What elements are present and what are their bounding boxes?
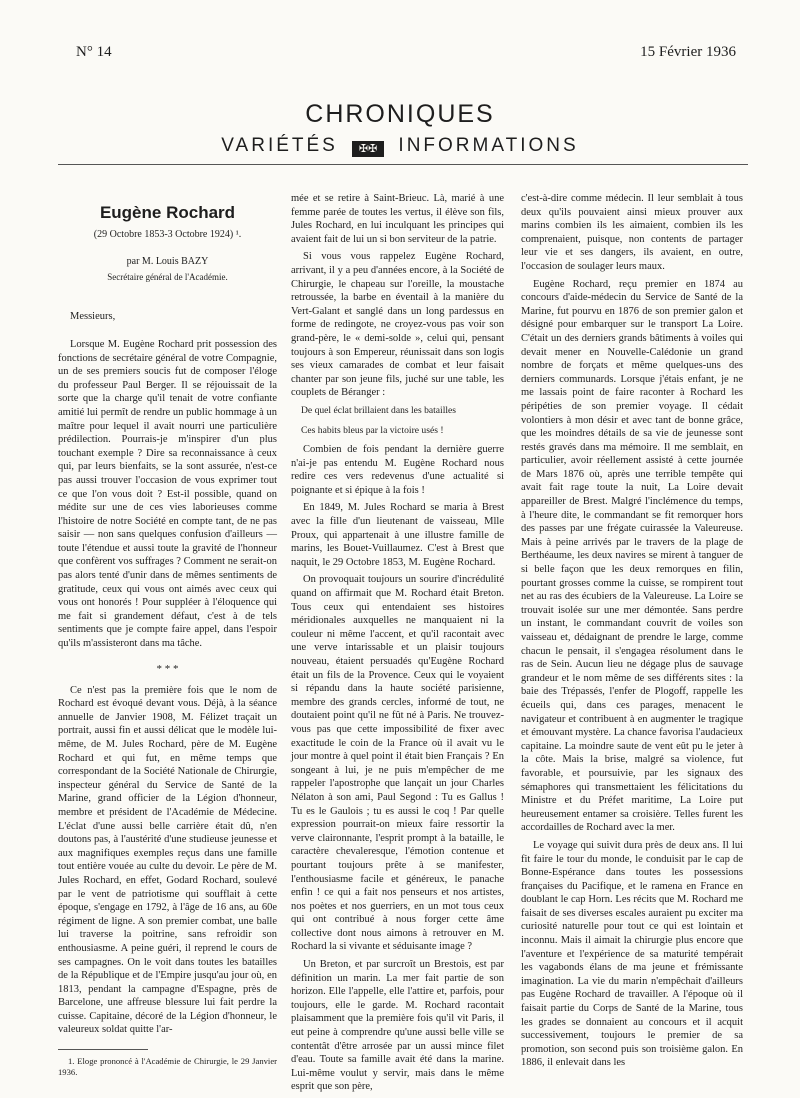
- masthead-rule: [58, 164, 748, 165]
- paragraph: Lorsque M. Eugène Rochard prit possession des fonctions de secrétaire général de votre Compagnie, un de ses premiers soucis fut de composer l'éloge du professeur Paul Berger. Il se réjouissait de la sorte que la charge qu'il tenait de votre confiante amitié lui permît de rendre un public hommage à un maître pour lequel il avait nourri une particulière prédilection. Pourrais-je m'inspirer d'un plus touchant exemple ? Dire sa reconnaissance à ceux qui, par leurs bienfaits, se la sont assurée, n'est-ce pas aussi trouver l'occasion de vous exprimer tout ce que l'on vous doit ? Est-il possible, quand on médite sur une de ces vies laborieuses comme l'histoire de notre Société en compte tant, de ne pas saisir — non sans quelques confusion d'ailleurs — toute l'étendue et aussi toute la gravité de l'honneur que confèrent vos suffrages ? Comment ne serait-on pas alors tenté d'unir dans de mêmes sentiments de gratitude, ceux qui vous ont aimés avec ceux qui vous ont honorés ! Pour suppléer à l'éloquence qui me fait si grandement défaut, c'est à de tels sentiments que je compte faire appel, dans l'espoir qu'ils m'assisteront dans ma tâche.: [58, 338, 277, 650]
- paragraph: mée et se retire à Saint-Brieuc. Là, marié à une femme parée de toutes les vertus, il élève son fils, Jules Rochard, en lui inculquant les principes qui avaient fait de lui un si bon serviteur de la patrie.: [291, 193, 504, 245]
- paragraph: Ce n'est pas la première fois que le nom de Rochard est évoqué devant vous. Déjà, à la séance annuelle de Janvier 1908, M. Félizet traçait un portrait, aussi fin et aussi délicat que le modèle lui-même, de M. Jules Rochard, père de M. Eugène Rochard et qui fut, en même temps que correspondant de la Société Nationale de Chirurgie, inspecteur général du Service de Santé de la Marine, grand officier de la Légion d'honneur, membre et président de l'Académie de Médecine. L'éclat d'une aussi belle carrière était dû, n'en doutons pas, à l'austérité d'une studieuse jeunesse et aux magnifiques exemples reçus dans une famille tout entière vouée au culte du devoir. Le père de M. Jules Rochard, en effet, Godard Rochard, soulevé par le vent de patriotisme qui soufflait à cette époque, s'engage en 1792, à l'âge de 16 ans, au 60e régiment de ligne. A son premier combat, une balle lui traverse la poitrine, sans refroidir son enthousiasme. A peine guéri, il reprend le cours de ses campagnes. On le voit dans toutes les batailles de la République et de l'Empire jusqu'au jour où, en 1813, pendant la campagne d'Espagne, près de Barcelone, une affreuse blessure lui fait perdre la cuisse. Capitaine, décoré de la Légion d'honneur, le valeureux soldat quitte l'ar-: [58, 684, 277, 1036]
- footnote-rule: [58, 1049, 148, 1050]
- ornament-icon: ✠✠: [352, 141, 384, 157]
- paragraph: Le voyage qui suivit dura près de deux ans. Il lui fit faire le tour du monde, le conduisit par le cap de Bonne-Espérance dans toutes les possessions françaises du Pacifique, et le ramena en France en doublant le cap Horn. Les récits que M. Rochard me faisait de ses diverses escales auraient pu exciter ma curiosité naturelle pour tout ce qui est lointain et inconnu. Mais il aimait la chirurgie plus encore que l'aventure et l'expérience de sa maturité tempérait les vagabonds élans de ma jeune et frémissante imagination. La vie du marin n'empêchait d'ailleurs pas Eugène Rochard de travailler. A l'époque où il faisait partie du Corps de Santé de la Marine, tous les grades se donnaient au concours et il acquit successivement, toujours le premier de sa promotion, son second puis son troisième galon. En 1886, il enlevait dans les: [521, 839, 743, 1069]
- verse-line: De quel éclat brillaient dans les batailles: [301, 404, 457, 416]
- masthead-subtitle: [0, 135, 800, 157]
- paragraph: En 1849, M. Jules Rochard se maria à Brest avec la fille d'un lieutenant de vaisseau, Mlle Proux, qui appartenait à une illustre famille de marins, les Bouet-Vuillaumez. C'est à Brest que naquit, le 29 Octobre 1853, M. Eugène Rochard.: [291, 502, 504, 568]
- page-number: N° 14: [76, 44, 112, 60]
- author-role: Secrétaire général de l'Académie.: [107, 271, 228, 282]
- article-title: Eugène Rochard: [99, 203, 236, 222]
- article-dates: (29 Octobre 1853-3 Octobre 1924) ¹.: [93, 228, 242, 240]
- verse-line: Ces habits bleus par la victoire usés !: [301, 424, 444, 436]
- masthead-left: VARIÉTÉS: [221, 135, 338, 156]
- column-3: [521, 192, 743, 1074]
- asterism: * * *: [156, 662, 179, 675]
- masthead-title: CHRONIQUES: [305, 100, 495, 128]
- column-2: [291, 192, 504, 1098]
- paragraph: Eugène Rochard, reçu premier en 1874 au concours d'aide-médecin du Service de Santé de la Marine, fut pourvu en 1876 de son premier galon et désigné pour embarquer sur le transport La Loire. C'était un des derniers grands bâtiments à voiles qui devait mener en Nouvelle-Calédonie un grand nombre de forçats et même quelques-uns des derniers communards. Lorsque j'étais enfant, je ne me lassais point de faire raconter à Rochard les péripéties de son premier voyage. Il cédait volontiers à mon désir et avec tant de bonne grâce, que les moindres détails de sa vie de jeunesse sont restés gravés dans ma mémoire. Il me semblait, en particulier, avoir réellement assisté à cette journée de Mars 1876 où, après une terrible tempête qui avait fait rage toute la nuit, La Loire devait appareiller de Brest. Malgré l'inclémence du temps, à l'heure dite, le commandant se fit remorquer hors des passes par une frégate cuirassée la Valeureuse. Mais à peine arrivés par le travers de la plage de Berthéaume, les deux navires se mirent à tanguer de si belle façon que les deux remorques en filin, pourtant grosses comme la cuisse, se rompirent tout net au ras des écubiers de la Valeureuse. La Loire se trouvait isolée sur une mer démontée. Sans perdre un instant, le commandant couvrit de voiles son vaisseau et, dédaignant de prendre le large, comme chacun le pensait, il s'engagea résolument dans le ras de Sein. Aucun lieu ne dégage plus de sauvage grandeur et le nom même de ses différents sites : la baie des Trépassés, l'enfer de Plogoff, rappelle les écueils qui, dans ces parages, menacent le navigateur et contribuent à en augmenter le tragique et émouvant mystère. La chance favorisa l'audacieux capitaine. La moindre saute de vent eût pu le jeter à la côte. Mais la brise, malgré sa violence, fut favorable, et poursuivie, par les signaux des sémaphores qui transmettaient les félicitations du Ministre et du Préfet maritime, La Loire put heureusement entamer sa croisière. Telles furent les accordailles de Rochard avec la mer.: [521, 278, 743, 834]
- issue-date: 15 Février 1936: [640, 44, 736, 60]
- column-1: [58, 190, 277, 1078]
- paragraph: c'est-à-dire comme médecin. Il leur semblait à tous deux qu'ils pouvaient ainsi mieux prouver aux marins combien ils les aimaient, combien ils les comprenaient, puisque, non contents de partager leur vie et ses dangers, ils avaient, en outre, l'occasion de soulager leurs maux.: [521, 193, 743, 272]
- paragraph: On provoquait toujours un sourire d'incrédulité quand on affirmait que M. Rochard était Breton. Tous ceux qui entendaient ses histoires méridionales auxquelles ne manquaient ni la couleur ni même l'accent, et qu'il racontait avec une verve intarissable et un plaisir toujours nouveau, étaient persuadés qu'Eugène Rochard était un fils de la Provence. Ceux qui le voyaient si répandu dans la haute société parisienne, membre des grands cercles, informé de tout, ne doutaient point qu'il ne fût né à Paris. Ne trouvez-vous pas que cette impossibilité de fixer avec exactitude le coin de la France où il avait vu le jour montre à quel point il était bien Français ? En songeant à lui, je ne puis m'empêcher de me rappeler l'apostrophe que lançait un jour Charles Nélaton à son ami, Paul Segond : Tu es Gallus ! Tu es le Gaulois ; tu es aussi le coq ! Par quelle expression pourrait-on mieux faire ressortir la verve claironnante, l'esprit prompt à la bataille, le caractère chevaleresque, l'émotion contenue et pourtant toujours prête à se manifester, l'enthousiasme facile et généreux, le panache enfin ! ce qui a fait nos penseurs et nos artistes, nos poètes et nos guerriers, en un mot tous ceux qui ont contribué à nous forger cette âme collective dont nous aimons à retrouver en M. Rochard la si vivante et séduisante image ?: [291, 574, 504, 953]
- paragraph: Si vous vous rappelez Eugène Rochard, arrivant, il y a peu d'années encore, à la Société de Chirurgie, le chapeau sur l'oreille, la moustache retroussée, la barbe en éventail à la manière du Vert-Galant et sanglé dans un long pardessus en forme de redingote, ne croyez-vous pas voir son grand-père, le « demi-solde », celui qui, pensant toujours à son Empereur, réunissait dans son logis ses vieux camarades de combat et leur faisait chanter par son jeune fils, juché sur une table, les couplets de Béranger :: [291, 251, 504, 399]
- article-byline: par M. Louis BAZY: [126, 256, 209, 268]
- masthead-right: INFORMATIONS: [398, 135, 579, 156]
- footnote: 1. Eloge prononcé à l'Académie de Chirurgie, le 29 Janvier 1936.: [58, 1056, 277, 1078]
- paragraph: Combien de fois pendant la dernière guerre n'ai-je pas entendu M. Eugène Rochard nous redire ces vers redevenus d'une actualité si poignante et si épique à la fois !: [291, 444, 504, 496]
- paragraph: Un Breton, et par surcroît un Brestois, est par définition un marin. La mer fait partie de son horizon. Elle l'appelle, elle l'attire et, parfois, pour toujours, elle le garde. M. Rochard racontait plaisamment que la première fois qu'il vit Paris, il eut peine à comprendre qu'une aussi belle ville se contentât d'être arrosée par un aussi mince filet d'eau. Toute sa famille avait été dans la marine. Lui-même voulut y servir, mais dans le même esprit que son père,: [291, 959, 504, 1093]
- salutation: Messieurs,: [70, 311, 116, 323]
